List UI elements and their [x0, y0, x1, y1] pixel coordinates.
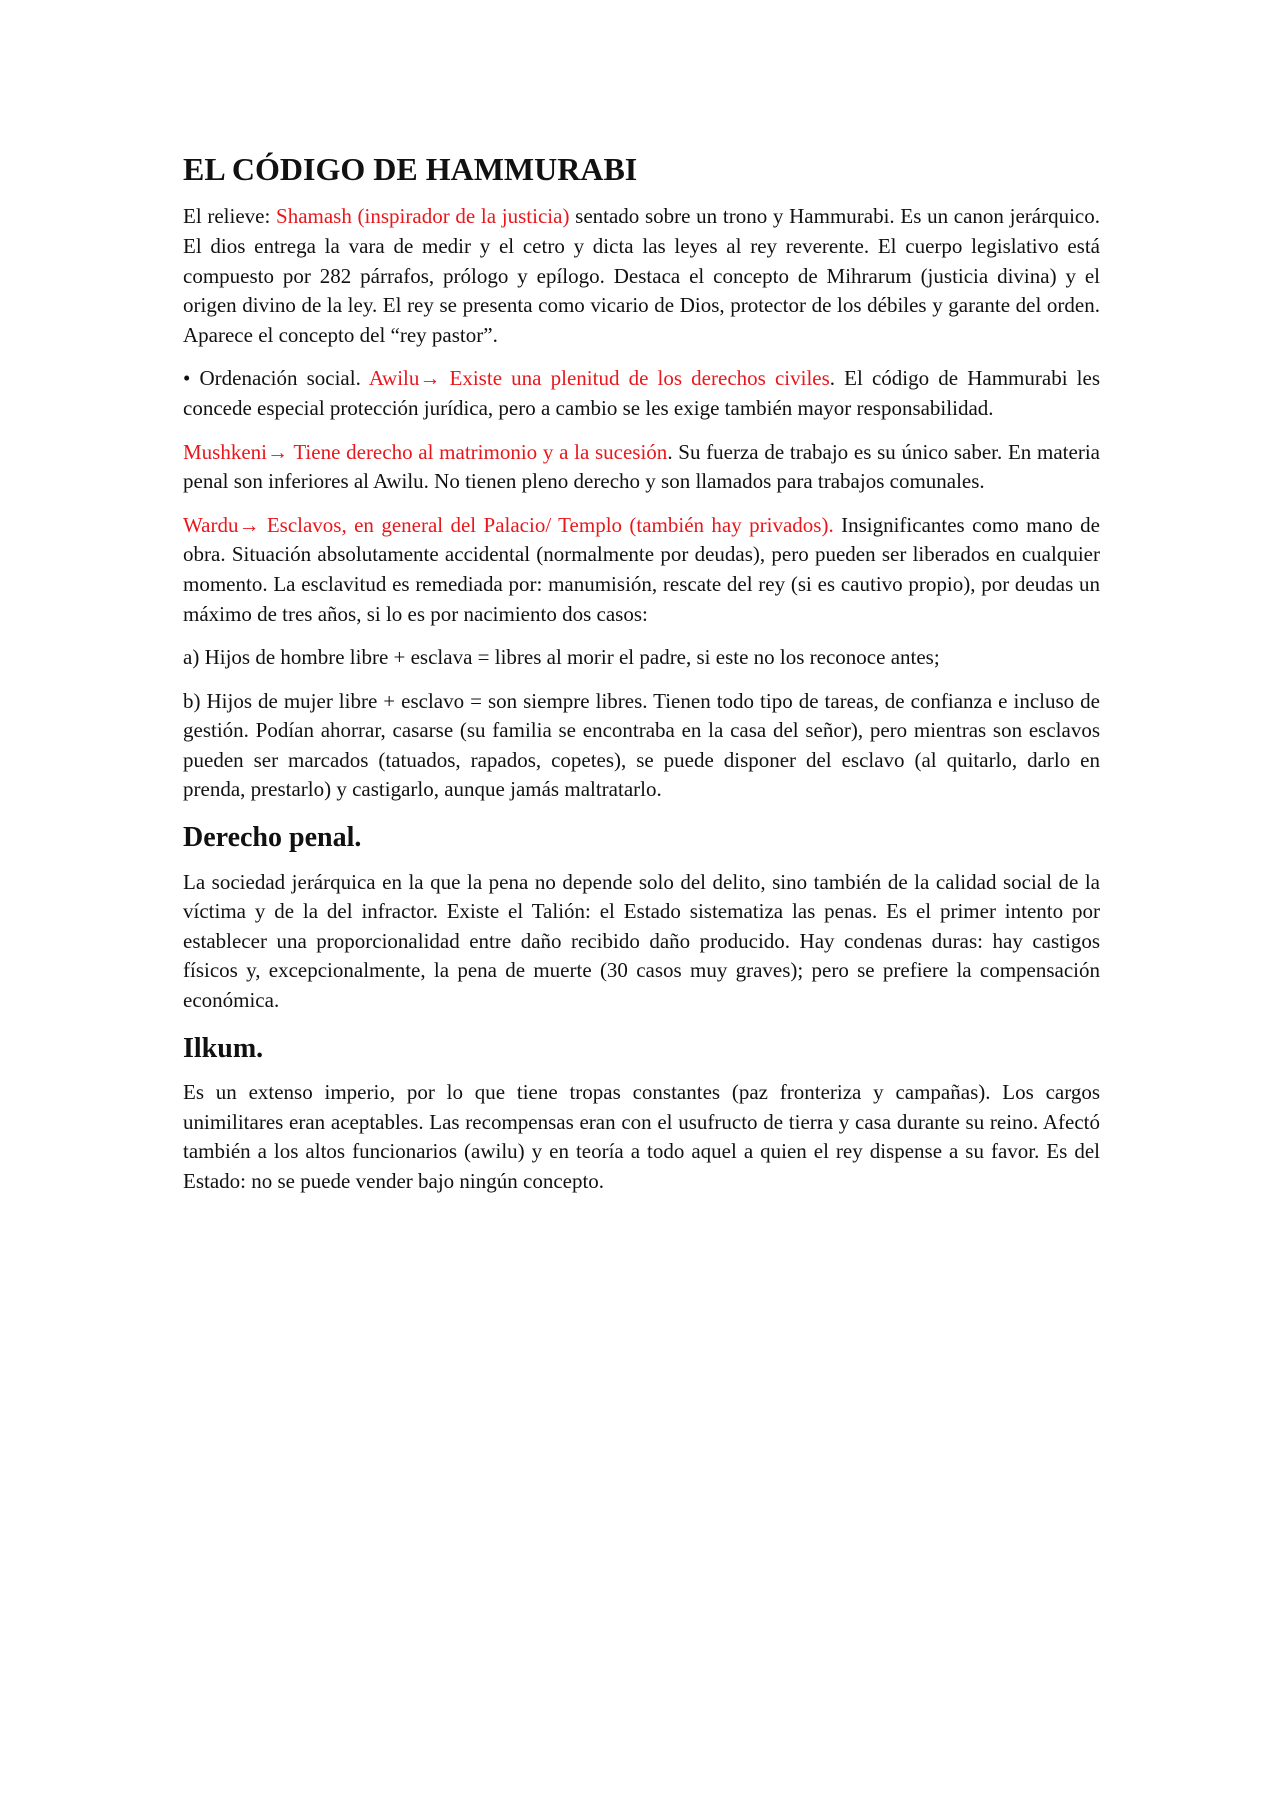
paragraph-wardu: [183, 511, 1100, 629]
document-page: [183, 150, 1100, 1211]
paragraph-case-a: a) Hijos de hombre libre + esclava = libres al morir el padre, si este no los reconoce antes;: [183, 645, 940, 670]
highlight-text: Awilu→ Existe una plenitud de los derechos civiles: [368, 366, 830, 391]
document-title: EL CÓDIGO DE HAMMURABI: [183, 151, 638, 187]
paragraph-relieve: [183, 202, 1100, 350]
section-heading-ilkum: Ilkum.: [183, 1032, 264, 1064]
paragraph-mushkeni: [183, 438, 1100, 497]
highlight-text: Shamash (inspirador de la justicia): [276, 204, 570, 229]
text-span: El relieve:: [183, 204, 277, 229]
highlight-text: Wardu→ Esclavos, en general del Palacio/ Templo (también hay privados).: [183, 512, 834, 537]
paragraph-penal: La sociedad jerárquica en la que la pena no depende solo del delito, sino también de la calidad social de la víctima y de la del infractor. Existe el Talión: el Estado sistematiza las penas. Es el primer intento por establecer una proporcionalidad entre daño recibido daño producido. Hay condenas duras: hay castigos físicos y, excepcionalmente, la pena de muerte (30 casos muy graves); pero se prefiere la compensación económica.: [183, 869, 1100, 1013]
highlight-text: Mushkeni→ Tiene derecho al matrimonio y a la sucesión: [183, 439, 668, 464]
text-span: . Su fuerza de trabajo es su único saber. En materia penal son inferiores al Awilu. No tienen pleno derecho y son llamados para trabajos comunales.: [183, 439, 1100, 494]
section-heading-penal: Derecho penal.: [183, 822, 362, 854]
text-span: sentado sobre un trono y Hammurabi. Es un canon jerárquico. El dios entrega la vara de medir y el cetro y dicta las leyes al rey reverente. El cuerpo legislativo está compuesto por 282 párrafos, prólogo y epílogo. Destaca el concepto de Mihrarum (justicia divina) y el origen divino de la ley. El rey se presenta como vicario de Dios, protector de los débiles y garante del orden. Aparece el concepto del “rey pastor”.: [183, 204, 1100, 347]
paragraph-case-b: b) Hijos de mujer libre + esclavo = son siempre libres. Tienen todo tipo de tareas, de confianza e incluso de gestión. Podían ahorrar, casarse (su familia se encontraba en la casa del señor), pero mientras son esclavos pueden ser marcados (tatuados, rapados, copetes), se puede disponer del esclavo (al quitarlo, darlo en prenda, prestarlo) y castigarlo, aunque jamás maltratarlo.: [183, 688, 1100, 802]
text-span: • Ordenación social.: [183, 366, 369, 391]
paragraph-awilu: [183, 364, 1100, 423]
text-span: Insignificantes como mano de obra. Situación absolutamente accidental (normalmente por deudas), pero pueden ser liberados en cualquier momento. La esclavitud es remediada por: manumisión, rescate del rey (si es cautivo propio), por deudas un máximo de tres años, si lo es por nacimiento dos casos:: [183, 512, 1100, 626]
paragraph-ilkum: Es un extenso imperio, por lo que tiene tropas constantes (paz fronteriza y campañas). Los cargos unimilitares eran aceptables. Las recompensas eran con el usufructo de tierra y casa durante su reino. Afectó también a los altos funcionarios (awilu) y en teoría a todo aquel a quien el rey dispense a su favor. Es del Estado: no se puede vender bajo ningún concepto.: [183, 1080, 1100, 1194]
text-span: . El código de Hammurabi les concede especial protección jurídica, pero a cambio se les exige también mayor responsabilidad.: [183, 366, 1100, 420]
